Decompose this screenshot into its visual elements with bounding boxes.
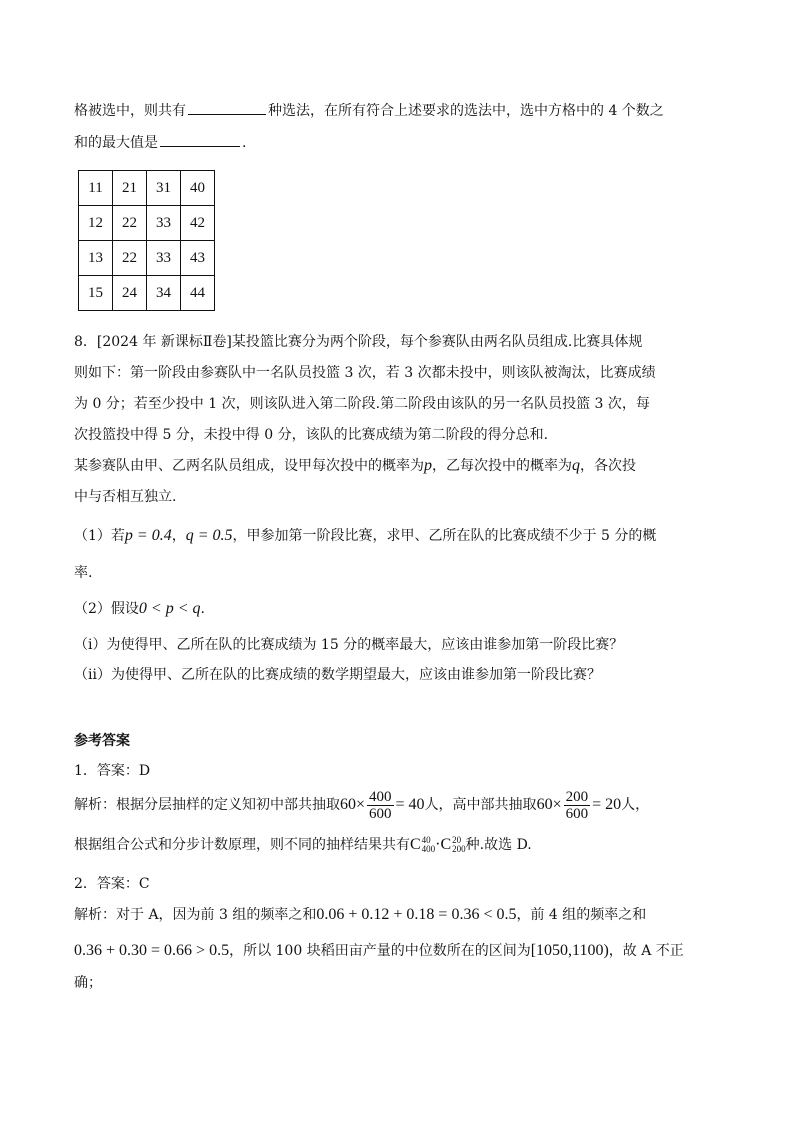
q8-sub-ii: （ⅱ）为使得甲、乙所在队的比赛成绩的数学期望最大，应该由谁参加第一阶段比赛？ <box>74 667 601 683</box>
answer-1-conclusion: 根据组合公式和分步计数原理，则不同的抽样结果共有C 40 400 ·C 20 200 种.故选 D. <box>74 835 532 855</box>
q8-part1-cont: 率. <box>74 565 93 581</box>
table-row <box>79 171 215 206</box>
q8-line-2: 则如下：第一阶段由参赛队中一名队员投篮 3 次，若 3 次都未投中，则该队被淘汰，比赛成绩 <box>74 365 656 381</box>
answer-blank-1[interactable] <box>188 100 266 115</box>
answers-heading: 参考答案 <box>74 733 130 749</box>
answer-2-line-2: 0.36 + 0.30 = 0.66 > 0.5，所以 100 块稻田亩产量的中位数所在的区间为[1050,1100)，故 A 不正 <box>74 942 684 959</box>
grid-cell: 33 <box>147 206 181 241</box>
grid-cell: 40 <box>181 171 215 206</box>
table-row <box>79 241 215 276</box>
grid-cell: 13 <box>79 241 113 276</box>
answer-2: 2．答案：C <box>74 876 150 892</box>
grid-cell: 43 <box>181 241 215 276</box>
q8-line-4: 次投篮投中得 5 分，未投中得 0 分，该队的比赛成绩为第二阶段的得分总和. <box>74 427 549 443</box>
fraction: $\frac{400}{600}$ <box>369 788 392 822</box>
grid-cell: 34 <box>147 276 181 311</box>
fraction: $\frac{200}{600}$ <box>565 788 589 822</box>
grid-cell: 44 <box>181 276 215 311</box>
grid-cell: 24 <box>113 276 147 311</box>
grid-cell: 31 <box>147 171 181 206</box>
grid-cell: 11 <box>79 171 113 206</box>
q8-line-3: 为 0 分；若至少投中 1 次，则该队进入第二阶段.第二阶段由该队的另一名队员投篮 3 次，每 <box>74 396 650 412</box>
q8-line-6: 中与否相互独立. <box>74 489 177 505</box>
grid-cell: 15 <box>79 276 113 311</box>
q7-line-1: 格被选中，则共有 种选法，在所有符合上述要求的选法中，选中方格中的 4 个数之 <box>74 100 664 122</box>
q8-sub-i: （ⅰ）为使得甲、乙所在队的比赛成绩为 15 分的概率最大，应该由谁参加第一阶段比赛？ <box>74 637 624 653</box>
table-row <box>79 206 215 241</box>
combination: C 20 200 <box>440 835 466 855</box>
q8-part2: （2）假设0 < p < q. <box>74 600 205 617</box>
answer-1-explanation: 解析：根据分层抽样的定义知初中部共抽取60× $\frac{400}{600}$ = 40人，高中部共抽取60× $\frac{200}{600}$ = 20人， <box>74 788 650 822</box>
q8-line-5: 某参赛队由甲、乙两名队员组成，设甲每次投中的概率为p，乙每次投中的概率为q，各次投 <box>74 457 636 474</box>
q7-line-2: 和的最大值是 . <box>74 132 246 154</box>
answer-1: 1．答案：D <box>74 763 151 779</box>
answer-2-line-3: 确； <box>74 975 102 991</box>
grid-cell: 21 <box>113 171 147 206</box>
grid-cell: 12 <box>79 206 113 241</box>
grid-cell: 42 <box>181 206 215 241</box>
answer-blank-2[interactable] <box>160 132 240 147</box>
answer-2-line-1: 解析：对于 A，因为前 3 组的频率之和0.06 + 0.12 + 0.18 = 0.36 < 0.5，前 4 组的频率之和 <box>74 906 647 923</box>
combination: C 40 400 <box>410 835 436 855</box>
table-row <box>79 276 215 311</box>
number-grid <box>78 170 215 311</box>
grid-cell: 22 <box>113 241 147 276</box>
grid-cell: 22 <box>113 206 147 241</box>
q8-line-1: 8．[2024 年 新课标Ⅱ卷]某投篮比赛分为两个阶段，每个参赛队由两名队员组成.比赛具体规 <box>74 334 643 350</box>
q8-part1: （1）若p = 0.4，q = 0.5，甲参加第一阶段比赛，求甲、乙所在队的比赛成绩不少于 5 分的概 <box>74 527 657 544</box>
grid-cell: 33 <box>147 241 181 276</box>
